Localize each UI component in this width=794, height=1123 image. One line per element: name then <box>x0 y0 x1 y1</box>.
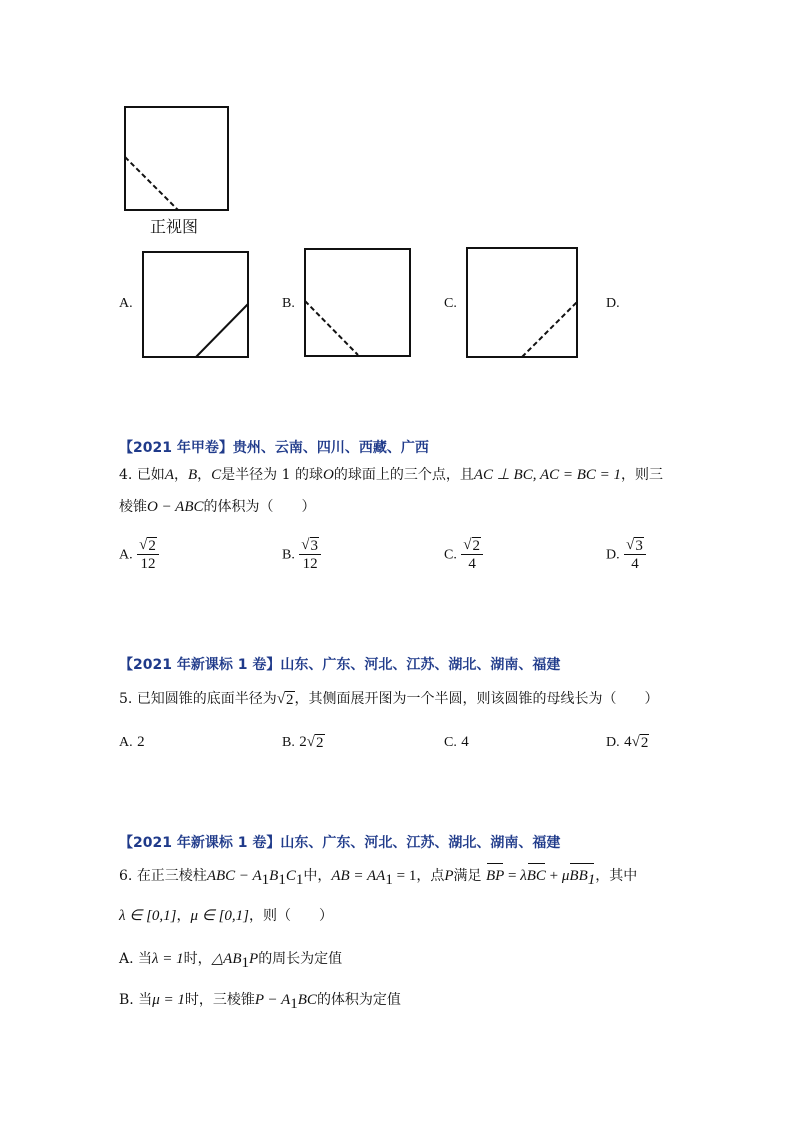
plus-sign: + <box>545 868 562 884</box>
fraction: √ 2 4 <box>461 536 483 573</box>
option-condition: μ = 1 <box>152 992 185 1008</box>
vector-bb1 <box>569 866 595 890</box>
q6-equation: = 1 <box>392 868 417 884</box>
q5-text: 已知圆锥的底面半径为 <box>136 691 277 707</box>
option-text: 时，三棱锥 <box>184 992 255 1008</box>
q6-source: 【2021 年新课标 1 卷】山东、广东、河北、江苏、湖北、湖南、福建 <box>119 835 561 851</box>
vector-bp: BP <box>485 868 505 884</box>
pyramid: BC <box>297 992 317 1008</box>
figure-option-b <box>304 248 412 358</box>
option-label: A. 当 <box>119 951 153 967</box>
radicand: 2 <box>148 538 156 554</box>
option-label: D. <box>606 735 620 750</box>
option-label: A. <box>119 547 133 563</box>
fraction: √ 3 4 <box>624 536 646 573</box>
radicand: 2 <box>472 538 481 554</box>
denominator: 12 <box>302 556 318 572</box>
q5-option-c[interactable] <box>444 732 469 753</box>
mu: μ <box>561 868 570 884</box>
subscript: 1 <box>278 871 286 888</box>
option-label: A. <box>119 735 133 750</box>
q4-pyramid: O − ABC <box>147 499 204 515</box>
figure-option-b-label: B. <box>282 296 295 311</box>
option-label: B. <box>282 735 295 750</box>
option-coefficient: 4 <box>624 734 632 750</box>
option-radical: √ 2 <box>306 734 324 751</box>
subscript: 1 <box>290 995 298 1012</box>
q6-text: 中， <box>303 868 332 884</box>
q6-prism: B <box>269 868 279 884</box>
vector-label: BB <box>569 868 588 884</box>
q6-option-a[interactable] <box>119 949 342 973</box>
figure-option-d-label: D. <box>606 296 620 311</box>
q4-text: 的球面上的三个点，且 <box>333 467 474 483</box>
q5-option-a[interactable] <box>119 732 145 753</box>
q4-text: 已如 <box>136 467 165 483</box>
q6-text: ，则（ ） <box>249 908 334 924</box>
q4-text: ，则三 <box>621 467 664 483</box>
radicand: 2 <box>286 692 294 708</box>
option-text: 的周长为定值 <box>258 951 343 967</box>
q4-option-d[interactable] <box>606 536 646 573</box>
option-value: 4 <box>461 734 469 750</box>
mu-range: μ ∈ [0,1] <box>190 908 250 924</box>
q6-prism: C <box>285 868 296 884</box>
point-c: C <box>211 467 222 483</box>
triangle: △AB <box>211 951 242 967</box>
q4-text: 是半径为 1 的球 <box>221 467 323 483</box>
denominator: 4 <box>631 556 639 572</box>
figure-option-a-label: A. <box>119 296 133 311</box>
q5-option-d[interactable] <box>606 732 649 753</box>
option-label: B. 当 <box>119 992 153 1008</box>
q6-text: 满足 <box>453 868 482 884</box>
q6-option-b[interactable] <box>119 990 401 1014</box>
q4-condition: AC ⊥ BC, AC = BC = 1 <box>473 467 622 483</box>
point-b: B <box>187 467 198 483</box>
radius-value: √ 2 <box>276 691 294 708</box>
lambda-range: λ ∈ [0,1] <box>119 908 177 924</box>
option-label: C. <box>444 547 457 563</box>
q4-option-a[interactable] <box>119 536 159 573</box>
q6-prism: ABC − A <box>206 868 262 884</box>
q6-number: 6. <box>119 868 133 884</box>
figure-option-c-label: C. <box>444 296 457 311</box>
point-o: O <box>322 467 334 483</box>
fraction: √ 2 12 <box>137 536 159 573</box>
q4-number: 4. <box>119 467 133 483</box>
q5-text: ，其侧面展开图为一个半圆，则该圆锥的母线长为（ ） <box>294 691 659 707</box>
subscript: 1 <box>295 871 304 888</box>
radicand: 3 <box>310 538 319 554</box>
front-view-caption: 正视图 <box>150 217 199 236</box>
q4-option-c[interactable] <box>444 536 483 573</box>
q4-source: 【2021 年甲卷】贵州、云南、四川、西藏、广西 <box>119 440 429 456</box>
vector-bc: BC <box>526 868 546 884</box>
option-text: 的体积为定值 <box>316 992 401 1008</box>
q6-text: ，其中 <box>595 868 638 884</box>
option-condition: λ = 1 <box>152 951 184 967</box>
q4-stem-line1 <box>119 465 663 485</box>
q4-stem-line2 <box>119 497 316 517</box>
figure-option-a <box>142 251 250 359</box>
option-radical: √ 2 <box>631 734 649 751</box>
figure-option-c <box>466 247 579 359</box>
q6-stem-line1 <box>119 866 637 890</box>
option-label: C. <box>444 735 457 750</box>
q6-text: 在正三棱柱 <box>136 868 207 884</box>
option-text: 时， <box>183 951 212 967</box>
q4-option-b[interactable] <box>282 536 321 573</box>
equals-sign: = <box>504 868 521 884</box>
separator: ， <box>176 908 191 924</box>
q4-text: 棱锥 <box>119 499 147 515</box>
q4-text: 的体积为（ ） <box>203 499 316 515</box>
lambda: λ <box>520 868 527 884</box>
option-coefficient: 2 <box>299 734 307 750</box>
q4-comma: ， <box>173 467 188 483</box>
radicand: 2 <box>640 735 649 751</box>
option-value: 2 <box>137 734 145 750</box>
point-a: A <box>164 467 174 483</box>
option-label: B. <box>282 547 295 563</box>
radicand: 3 <box>635 538 643 554</box>
q6-stem-line2 <box>119 906 333 926</box>
q5-number: 5. <box>119 691 133 707</box>
q5-stem <box>119 689 659 709</box>
q4-comma: ， <box>197 467 212 483</box>
q5-source: 【2021 年新课标 1 卷】山东、广东、河北、江苏、湖北、湖南、福建 <box>119 657 561 673</box>
subscript: 1 <box>385 871 393 888</box>
point-p: P <box>249 951 259 967</box>
point-p: P <box>444 868 454 884</box>
front-view-figure <box>124 106 230 212</box>
radicand: 2 <box>316 735 324 751</box>
subscript: 1 <box>241 954 250 971</box>
q6-equation: AB = AA <box>331 868 386 884</box>
fraction: √ 3 12 <box>299 536 321 573</box>
denominator: 4 <box>468 556 476 572</box>
q5-option-b[interactable] <box>282 732 325 753</box>
denominator: 12 <box>140 556 156 572</box>
pyramid: P − A <box>254 992 291 1008</box>
option-label: D. <box>606 547 620 563</box>
subscript: 1 <box>261 871 270 888</box>
subscript: 1 <box>587 872 596 888</box>
q6-text: ，点 <box>416 868 445 884</box>
